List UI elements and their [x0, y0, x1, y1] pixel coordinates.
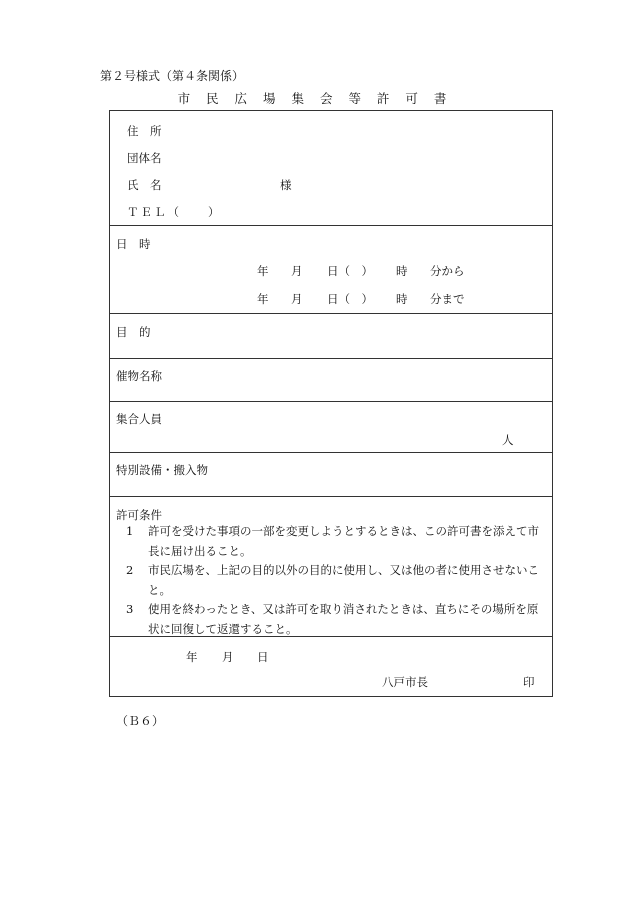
seal-mark: 印 [523, 675, 535, 689]
condition-number: 3 [126, 602, 134, 616]
condition-text: 許可を受けた事項の一部を変更しようとするときは、この許可書を添えて市長に届け出ること。 [148, 524, 539, 558]
condition-text: 市民広場を、上記の目的以外の目的に使用し、又は他の者に使用させないこと。 [148, 563, 539, 597]
permit-form [109, 110, 553, 697]
end-day: 日（ ） [327, 292, 373, 306]
honorific-sama: 様 [280, 178, 292, 192]
condition-number: 1 [126, 524, 134, 538]
end-minute: 分まで [430, 292, 465, 306]
conditions-list [126, 522, 546, 639]
issue-month: 月 [222, 650, 234, 664]
equipment-section [110, 453, 552, 497]
group-name-label: 団体名 [127, 151, 162, 165]
purpose-section [110, 314, 552, 359]
conditions-label: 許可条件 [116, 508, 162, 522]
issue-day: 日 [257, 650, 269, 664]
name-label: 氏 名 [127, 178, 162, 192]
document-title: 市 民 広 場 集 会 等 許 可 書 [177, 91, 453, 106]
tel-label: ＴＥＬ（ ） [127, 205, 222, 219]
event-name-label: 催物名称 [116, 369, 162, 383]
issue-year: 年 [186, 650, 198, 664]
start-hour: 時 [396, 264, 408, 278]
attendance-section [110, 402, 552, 453]
datetime-section [110, 226, 552, 314]
start-minute: 分から [430, 264, 465, 278]
condition-item [126, 522, 546, 561]
start-year: 年 [257, 264, 269, 278]
start-month: 月 [291, 264, 303, 278]
condition-item [126, 600, 546, 639]
attendance-unit: 人 [502, 433, 514, 447]
datetime-label: 日 時 [116, 237, 151, 251]
condition-text: 使用を終わったとき、又は許可を取り消されたときは、直ちにその場所を原状に回復して返還すること。 [148, 602, 539, 636]
equipment-label: 特別設備・搬入物 [116, 463, 208, 477]
end-month: 月 [291, 292, 303, 306]
event-name-section [110, 359, 552, 402]
address-label: 住 所 [127, 124, 162, 138]
end-hour: 時 [396, 292, 408, 306]
issuer-name: 八戸市長 [382, 675, 428, 689]
attendance-label: 集合人員 [116, 412, 162, 426]
condition-number: 2 [126, 563, 134, 577]
start-day: 日（ ） [327, 264, 373, 278]
applicant-section [110, 111, 552, 226]
condition-item [126, 561, 546, 600]
end-year: 年 [257, 292, 269, 306]
issuance-section [110, 637, 552, 696]
purpose-label: 目 的 [116, 325, 151, 339]
conditions-section [110, 497, 552, 637]
form-number-label: 第２号様式（第４条関係） [100, 69, 245, 83]
paper-size-note: （Ｂ６） [116, 714, 165, 728]
